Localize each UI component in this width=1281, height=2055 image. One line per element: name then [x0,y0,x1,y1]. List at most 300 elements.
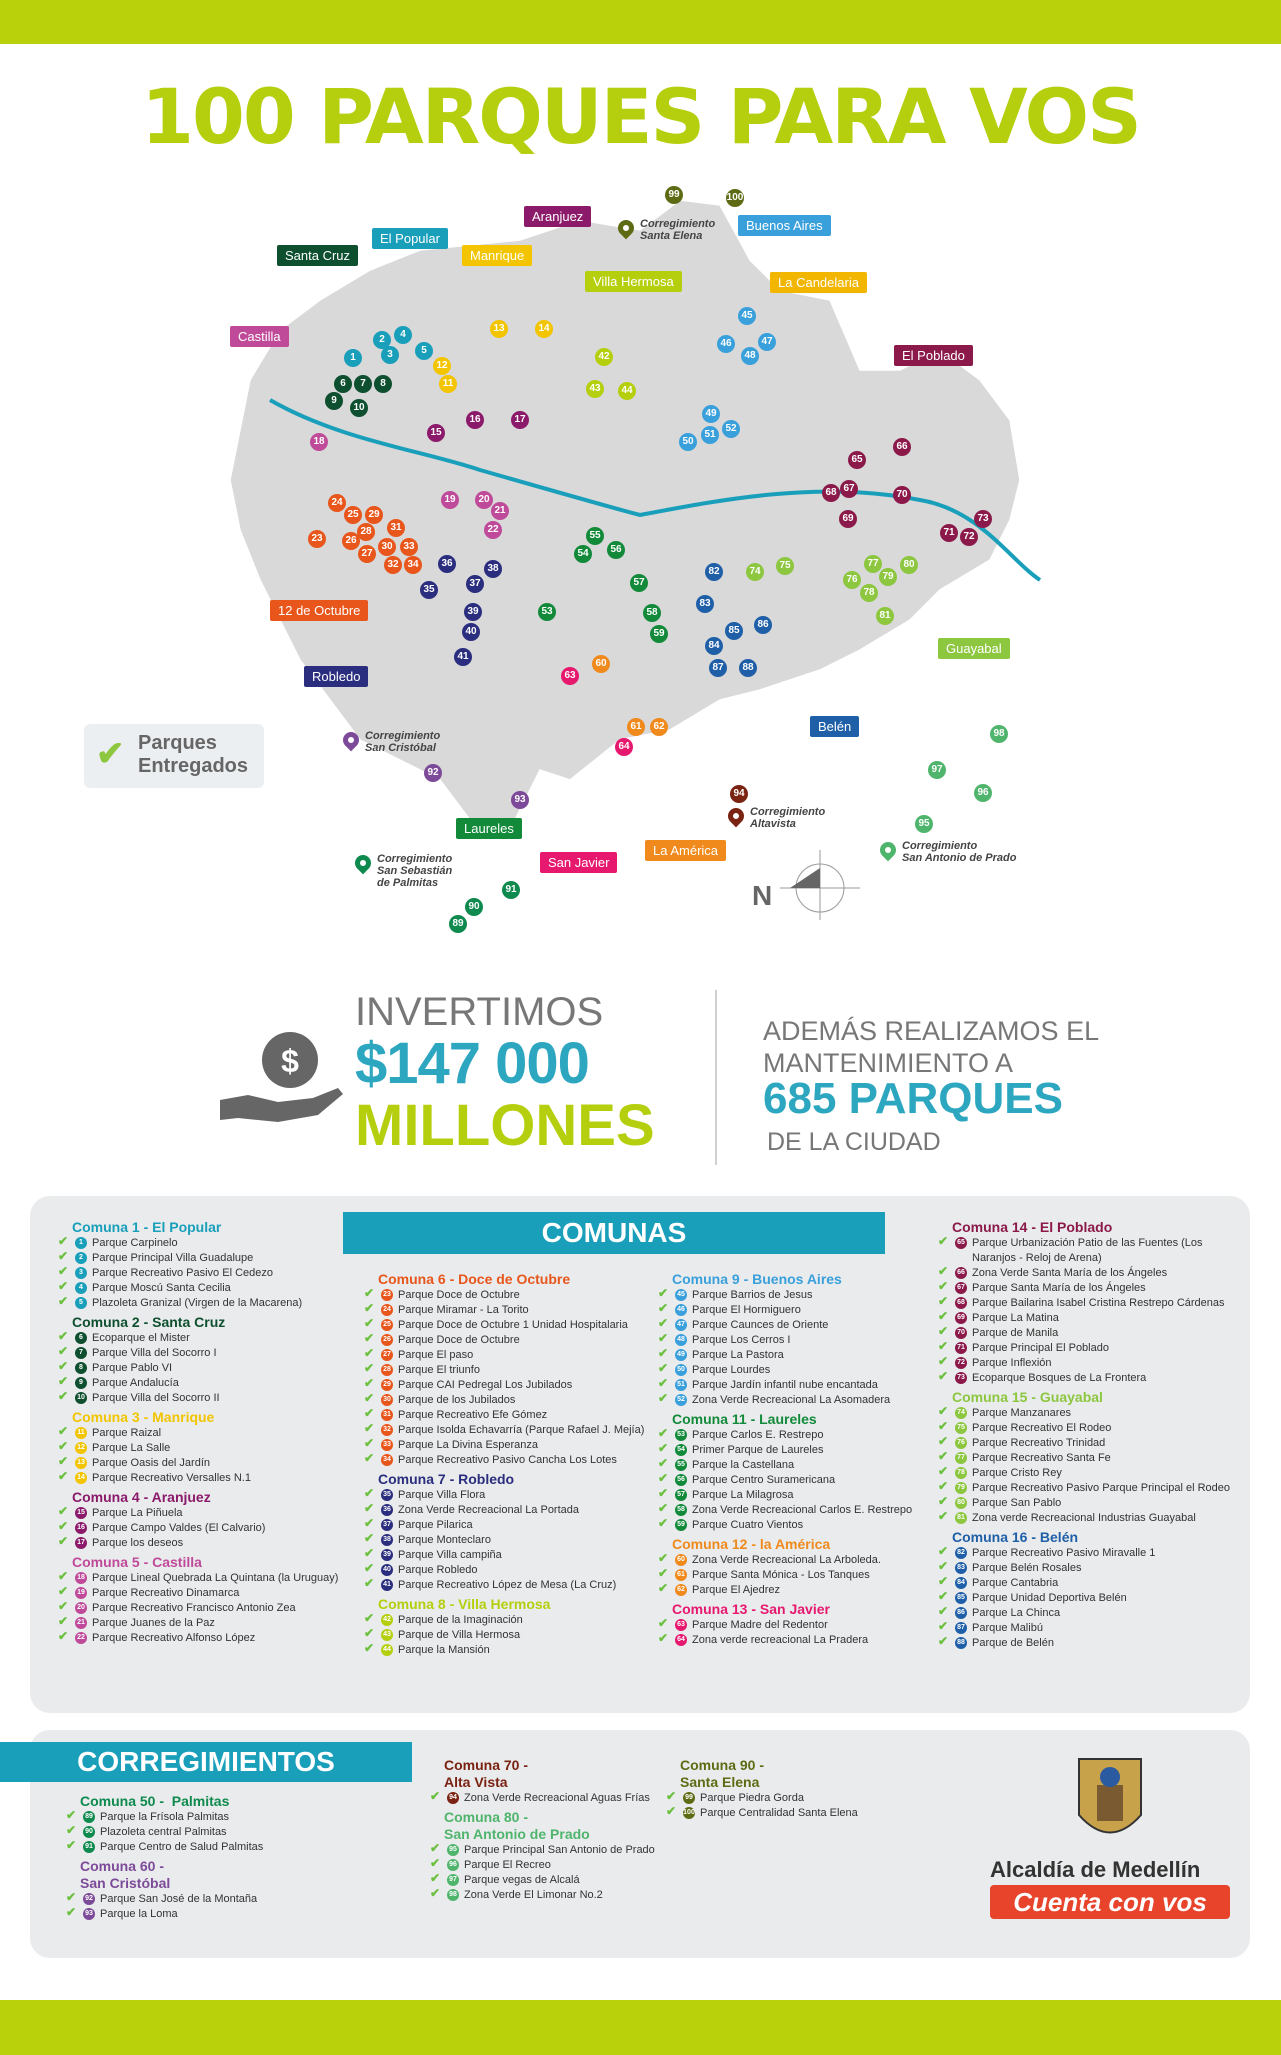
park-marker: 72 [960,528,978,546]
park-name: Parque Robledo [398,1564,478,1576]
park-marker: 55 [586,527,604,545]
park-number: 64 [675,1634,687,1646]
comuna-heading: Comuna 7 - Robledo [378,1471,515,1487]
park-marker: 66 [893,438,911,456]
park-item [58,1534,342,1551]
map-tag: Belén [810,716,859,737]
park-name: Parque Madre del Redentor [692,1619,828,1631]
park-item [938,1354,1232,1371]
check-icon: ✔ [58,1249,69,1263]
park-number: 34 [381,1454,393,1466]
park-name: Parque Recreativo Francisco Antonio Zea [92,1602,296,1614]
park-number: 89 [83,1811,95,1823]
park-item [364,1436,648,1453]
map-tag: Villa Hermosa [585,271,682,292]
park-number: 58 [675,1504,687,1516]
park-name: Parque Recreativo Pasivo Miravalle 1 [972,1547,1156,1559]
check-icon: ✔ [58,1294,69,1308]
park-item [364,1331,648,1348]
park-name: Parque El paso [398,1349,474,1361]
park-marker: 7 [354,375,372,393]
map-tag: Manrique [462,245,532,266]
check-icon: ✔ [658,1441,669,1455]
park-item [58,1469,342,1486]
park-number: 29 [381,1379,393,1391]
park-item [58,1389,342,1406]
park-marker: 94 [730,785,748,803]
park-number: 26 [381,1334,393,1346]
coat-of-arms-icon [1075,1755,1145,1850]
park-number: 83 [955,1562,967,1574]
park-name: Parque Principal Villa Guadalupe [92,1252,254,1264]
park-item [364,1531,648,1548]
corregimientos-column-1 [66,1790,380,1922]
park-item [938,1604,1232,1621]
park-name: Parque Principal El Poblado [972,1342,1109,1354]
check-icon: ✔ [666,1789,677,1803]
park-number: 93 [83,1908,95,1920]
park-name: Parque de Belén [972,1637,1054,1649]
park-number: 76 [955,1437,967,1449]
park-number: 14 [75,1472,87,1484]
park-marker: 64 [615,738,633,756]
park-name: Parque Andalucía [92,1377,179,1389]
park-number: 77 [955,1452,967,1464]
park-marker: 89 [449,915,467,933]
comuna-heading: Comuna 13 - San Javier [672,1601,830,1617]
park-item [938,1544,1232,1561]
park-number: 36 [381,1504,393,1516]
park-marker: 31 [387,519,405,537]
park-number: 62 [675,1584,687,1596]
comunas-column-3 [658,1268,932,1648]
park-item [658,1631,932,1648]
top-band [0,0,1281,44]
park-item [658,1516,932,1533]
park-marker: 16 [466,411,484,429]
park-item [658,1346,932,1363]
park-marker: 54 [574,545,592,563]
park-number: 19 [75,1587,87,1599]
park-number: 75 [955,1422,967,1434]
park-item [364,1486,648,1503]
park-marker: 92 [424,764,442,782]
park-name: Parque Lineal Quebrada La Quintana (la Uruguay) [92,1572,339,1584]
park-marker: 97 [928,761,946,779]
park-marker: 56 [607,541,625,559]
svg-text:$: $ [281,1043,299,1079]
check-icon: ✔ [364,1361,375,1375]
comuna-heading: Comuna 80 - San Antonio de Prado [444,1809,590,1842]
park-item [938,1449,1232,1466]
park-number: 61 [675,1569,687,1581]
park-item [430,1841,684,1858]
park-marker: 36 [438,555,456,573]
park-name: Parque El triunfo [398,1364,480,1376]
park-marker: 17 [511,411,529,429]
divider [715,990,717,1165]
park-number: 22 [75,1632,87,1644]
check-icon: ✔ [58,1329,69,1343]
park-number: 18 [75,1572,87,1584]
park-name: Parque Recreativo Trinidad [972,1437,1106,1449]
check-icon: ✔ [364,1436,375,1450]
park-name: Parque La Chinca [972,1607,1061,1619]
park-marker: 26 [342,532,360,550]
map-tag: El Popular [372,228,448,249]
check-icon: ✔ [658,1516,669,1530]
park-name: Parque de la Imaginación [398,1614,523,1626]
park-number: 8 [75,1362,87,1374]
park-marker: 61 [627,718,645,736]
check-icon: ✔ [430,1886,441,1900]
park-number: 97 [447,1874,459,1886]
park-name: Parque Caunces de Oriente [692,1319,829,1331]
check-icon: ✔ [58,1424,69,1438]
park-item [58,1344,342,1361]
park-number: 16 [75,1522,87,1534]
legend [84,724,264,788]
park-number: 38 [381,1534,393,1546]
park-marker: 50 [679,433,697,451]
park-marker: 24 [328,494,346,512]
park-marker: 35 [420,581,438,599]
check-icon: ✔ [938,1369,949,1383]
park-number: 92 [83,1893,95,1905]
park-item [364,1286,648,1303]
park-marker: 62 [650,718,668,736]
park-number: 54 [675,1444,687,1456]
park-item [58,1264,342,1281]
check-icon: ✔ [658,1616,669,1630]
park-item [58,1614,342,1631]
park-item [58,1454,342,1471]
park-marker: 67 [840,480,858,498]
park-name: Parque Recreativo Pasivo El Cedezo [92,1267,273,1279]
park-number: 35 [381,1489,393,1501]
park-marker: 37 [466,575,484,593]
park-number: 32 [381,1424,393,1436]
park-name: Primer Parque de Laureles [692,1444,824,1456]
park-item [938,1324,1232,1341]
park-marker: 86 [754,616,772,634]
park-number: 49 [675,1349,687,1361]
check-icon: ✔ [938,1324,949,1338]
park-marker: 28 [357,523,375,541]
park-marker: 23 [308,530,326,548]
corregimiento-label: Corregimiento San Sebastián de Palmitas [377,853,453,889]
park-name: Parque Doce de Octubre 1 Unidad Hospitalaria [398,1319,628,1331]
park-marker: 57 [630,574,648,592]
park-number: 30 [381,1394,393,1406]
park-item [938,1264,1232,1281]
comuna-heading: Comuna 4 - Aranjuez [72,1489,211,1505]
park-name: Parque la Frísola Palmitas [100,1811,229,1823]
compass-letter: N [752,880,773,911]
park-name: Zona Verde Recreacional La Arboleda. [692,1554,881,1566]
park-number: 41 [381,1579,393,1591]
park-number: 69 [955,1312,967,1324]
park-name: Parque Cuatro Vientos [692,1519,804,1531]
check-icon: ✔ [938,1294,949,1308]
map-tag: Guayabal [938,638,1010,659]
park-marker: 33 [400,538,418,556]
check-icon: ✔ [66,1890,77,1904]
park-item [58,1279,342,1296]
park-number: 28 [381,1364,393,1376]
check-icon: ✔ [658,1631,669,1645]
check-icon: ✔ [938,1574,949,1588]
park-name: Parque Doce de Octubre [398,1289,520,1301]
check-icon: ✔ [938,1589,949,1603]
comuna-heading: Comuna 5 - Castilla [72,1554,202,1570]
park-marker: 34 [404,556,422,574]
park-number: 46 [675,1304,687,1316]
check-icon: ✔ [364,1346,375,1360]
park-number: 45 [675,1289,687,1301]
park-item [364,1516,648,1533]
park-marker: 12 [433,357,451,375]
park-number: 2 [75,1252,87,1264]
park-number: 44 [381,1644,393,1656]
check-icon: ✔ [938,1619,949,1633]
park-number: 23 [381,1289,393,1301]
park-name: Parque Cristo Rey [972,1467,1062,1479]
check-icon: ✔ [58,1264,69,1278]
park-item [364,1301,648,1318]
invest-line1: INVERTIMOS [355,990,604,1034]
park-number: 21 [75,1617,87,1629]
check-icon: ✔ [938,1604,949,1618]
check-icon: ✔ [658,1301,669,1315]
park-marker: 20 [475,491,493,509]
park-item [658,1361,932,1378]
park-number: 52 [675,1394,687,1406]
park-marker: 69 [839,510,857,528]
park-item [938,1494,1232,1511]
park-number: 88 [955,1637,967,1649]
park-number: 20 [75,1602,87,1614]
park-item [364,1376,648,1393]
comuna-heading: Comuna 60 - San Cristóbal [80,1858,171,1891]
park-marker: 2 [373,331,391,349]
legend-text: Parques Entregados [138,732,249,777]
park-item [658,1331,932,1348]
park-item [430,1886,684,1903]
check-icon: ✔ [938,1234,949,1248]
park-item [938,1464,1232,1481]
check-icon: ✔ [58,1534,69,1548]
park-item [658,1471,932,1488]
park-name: Parque la Loma [100,1908,178,1920]
comuna-heading: Comuna 16 - Belén [952,1529,1079,1545]
park-number: 90 [83,1826,95,1838]
park-name: Parque Recreativo Pasivo Cancha Los Lotes [398,1454,617,1466]
park-number: 80 [955,1497,967,1509]
park-item [58,1599,342,1616]
park-name: Zona Verde Recreacional Carlos E. Restrepo [692,1504,913,1516]
check-icon: ✔ [364,1376,375,1390]
park-name: Parque Miramar - La Torito [398,1304,529,1316]
park-item [938,1589,1232,1606]
park-name: Parque San Pablo [972,1497,1062,1509]
park-name: Parque Lourdes [692,1364,771,1376]
park-marker: 88 [739,659,757,677]
park-marker: 48 [741,347,759,365]
park-name: Parque Doce de Octubre [398,1334,520,1346]
check-icon: ✔ [938,1494,949,1508]
check-icon: ✔ [658,1471,669,1485]
comuna-heading: Comuna 1 - El Popular [72,1219,222,1235]
park-item [66,1890,380,1907]
check-icon: ✔ [938,1434,949,1448]
park-name: Parque El Ajedrez [692,1584,781,1596]
park-name: Parque Carpinelo [92,1237,178,1249]
check-icon: ✔ [364,1486,375,1500]
check-icon: ✔ [430,1789,441,1803]
park-name: Parque Centro de Salud Palmitas [100,1841,264,1853]
park-item [430,1871,684,1888]
map-tag: 12 de Octubre [270,600,368,621]
park-number: 60 [675,1554,687,1566]
park-number: 81 [955,1512,967,1524]
park-item [364,1451,648,1468]
park-name: Parque Villa del Socorro II [92,1392,220,1404]
check-icon: ✔ [938,1479,949,1493]
check-icon: ✔ [658,1331,669,1345]
park-number: 65 [955,1237,967,1249]
park-number: 70 [955,1327,967,1339]
check-icon: ✔ [658,1486,669,1500]
park-number: 10 [75,1392,87,1404]
check-icon: ✔ [938,1559,949,1573]
park-marker: 78 [860,584,878,602]
bottom-band [0,2000,1281,2055]
park-item [938,1339,1232,1356]
park-name: Zona Verde Recreacional La Portada [398,1504,580,1516]
park-marker: 27 [358,545,376,563]
corregimientos-header: CORREGIMIENTOS [0,1742,412,1782]
park-number: 100 [683,1807,695,1819]
park-item [666,1789,920,1806]
comuna-heading: Comuna 11 - Laureles [672,1411,817,1427]
park-name: Parque La Pastora [692,1349,784,1361]
park-item [58,1629,342,1646]
comunas-column-4 [938,1216,1232,1651]
check-icon: ✔ [938,1404,949,1418]
park-item [938,1574,1232,1591]
park-item [58,1504,342,1521]
park-name: Parque Los Cerros I [692,1334,791,1346]
check-icon: ✔ [58,1374,69,1388]
corregimiento-label: Corregimiento Altavista [750,806,826,830]
park-item [938,1369,1232,1386]
check-icon: ✔ [430,1841,441,1855]
check-icon: ✔ [658,1501,669,1515]
comuna-heading: Comuna 8 - Villa Hermosa [378,1596,551,1612]
check-icon: ✔ [364,1301,375,1315]
comuna-heading: Comuna 90 - Santa Elena [680,1757,765,1790]
park-item [58,1234,342,1251]
check-icon: ✔ [66,1808,77,1822]
check-icon: ✔ [938,1464,949,1478]
park-number: 99 [683,1792,695,1804]
park-marker: 30 [378,538,396,556]
check-icon: ✔ [364,1391,375,1405]
park-name: Parque San José de la Montaña [100,1893,258,1905]
park-number: 7 [75,1347,87,1359]
park-number: 37 [381,1519,393,1531]
park-number: 13 [75,1457,87,1469]
park-name: Zona Verde Recreacional La Asomadera [692,1394,891,1406]
park-number: 78 [955,1467,967,1479]
park-item [658,1426,932,1443]
park-item [430,1789,684,1806]
park-item [658,1376,932,1393]
map-tag: Castilla [230,326,289,347]
park-number: 67 [955,1282,967,1294]
park-item [364,1421,648,1438]
park-number: 55 [675,1459,687,1471]
park-marker: 40 [462,623,480,641]
park-name: Parque Monteclaro [398,1534,491,1546]
park-marker: 38 [484,560,502,578]
park-name: Parque Isolda Echavarría (Parque Rafael J. Mejía) [398,1424,645,1436]
check-icon: ✔ [658,1346,669,1360]
check-icon: ✔ [938,1509,949,1523]
park-number: 85 [955,1592,967,1604]
compass [750,850,870,920]
comuna-heading: Comuna 12 - la América [672,1536,831,1552]
park-name: Parque Recreativo Dinamarca [92,1587,240,1599]
comuna-heading: Comuna 70 - Alta Vista [444,1757,529,1790]
park-number: 48 [675,1334,687,1346]
park-item [364,1576,648,1593]
park-name: Parque Recreativo El Rodeo [972,1422,1112,1434]
park-number: 72 [955,1357,967,1369]
maintenance-line1: ADEMÁS REALIZAMOS EL MANTENIMIENTO A [763,1016,1100,1078]
park-marker: 4 [394,326,412,344]
park-marker: 98 [990,725,1008,743]
park-name: Parque La Matina [972,1312,1059,1324]
park-name: Parque de Villa Hermosa [398,1629,521,1641]
park-item [938,1294,1232,1311]
check-icon: ✔ [66,1823,77,1837]
check-icon: ✔ [938,1339,949,1353]
park-name: Parque Bailarina Isabel Cristina Restrepo Cárdenas [972,1297,1225,1309]
park-marker: 63 [561,667,579,685]
park-item [938,1419,1232,1436]
park-marker: 81 [876,607,894,625]
park-number: 91 [83,1841,95,1853]
park-name: Parque Malibú [972,1622,1043,1634]
check-icon: ✔ [938,1419,949,1433]
park-item [364,1361,648,1378]
check-icon: ✔ [938,1264,949,1278]
park-name: Parque Moscú Santa Cecilia [92,1282,231,1294]
park-item [58,1249,342,1266]
check-icon: ✔ [938,1354,949,1368]
park-item [58,1584,342,1601]
park-number: 24 [381,1304,393,1316]
check-icon: ✔ [58,1344,69,1358]
park-number: 79 [955,1482,967,1494]
park-name: Parque Oasis del Jardín [92,1457,211,1469]
park-marker: 74 [746,563,764,581]
park-marker: 75 [776,557,794,575]
map-tag: La Candelaria [770,272,867,293]
park-name: Parque Urbanización Patio de las Fuentes (Los Naranjos - Reloj de Arena) [972,1237,1203,1264]
